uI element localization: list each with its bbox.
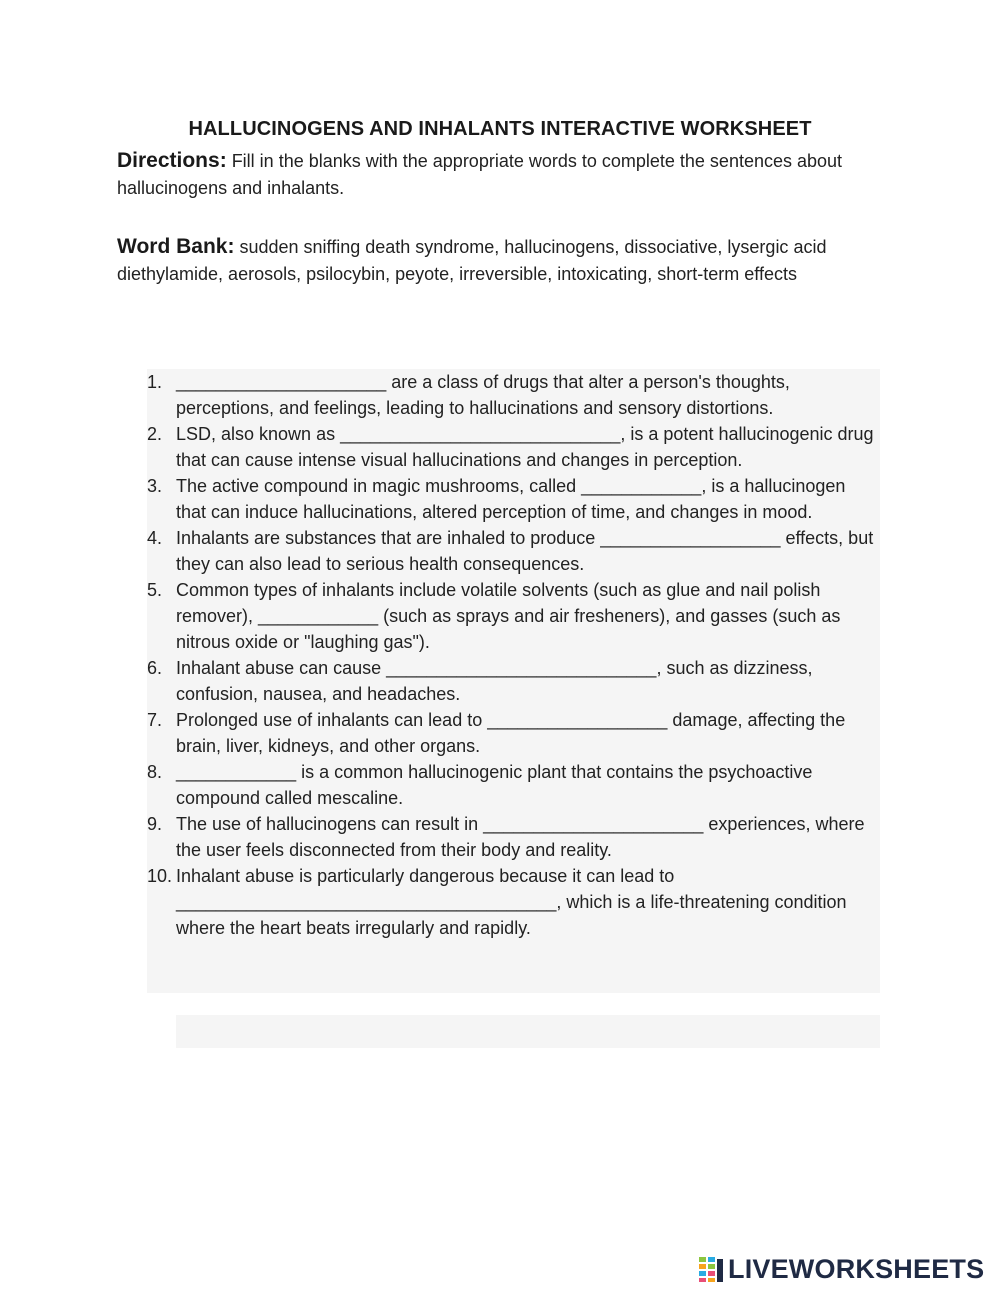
question-text: Inhalant abuse is particularly dangerous because it can lead to ______________________________________, which is a life-threatening condition where the heart beats irregularly and rapidly. xyxy=(176,866,847,938)
question-item-1[interactable] xyxy=(147,369,880,421)
question-item-8[interactable] xyxy=(147,759,880,811)
question-number: 5. xyxy=(147,580,163,600)
question-list xyxy=(147,369,880,941)
question-item-6[interactable] xyxy=(147,655,880,707)
question-text: LSD, also known as ____________________________, is a potent hallucinogenic drug that can cause intense visual hallucinations and changes in perception. xyxy=(176,424,874,470)
word-bank-paragraph xyxy=(117,233,877,288)
question-item-3[interactable] xyxy=(147,473,880,525)
liveworksheets-logo-icon xyxy=(698,1255,724,1283)
question-number: 7. xyxy=(147,710,163,730)
question-text: The use of hallucinogens can result in ______________________ experiences, where the user feels disconnected from their body and reality. xyxy=(176,814,865,860)
liveworksheets-logo xyxy=(698,1253,984,1285)
question-item-4[interactable] xyxy=(147,525,880,577)
word-bank-text: sudden sniffing death syndrome, hallucinogens, dissociative, lysergic acid diethylamide, aerosols, psilocybin, peyote, irreversible, intoxicating, short-term effects xyxy=(117,237,827,284)
directions-label: Directions: xyxy=(117,149,227,172)
question-number: 8. xyxy=(147,762,163,782)
question-text: Prolonged use of inhalants can lead to __________________ damage, affecting the brain, liver, kidneys, and other organs. xyxy=(176,710,846,756)
question-number: 3. xyxy=(147,476,163,496)
answer-input-box[interactable] xyxy=(176,1015,880,1048)
question-item-10[interactable] xyxy=(147,863,880,941)
question-text: ____________ is a common hallucinogenic plant that contains the psychoactive compound called mescaline. xyxy=(176,762,813,808)
question-number: 9. xyxy=(147,814,163,834)
logo-text: LIVEWORKSHEETS xyxy=(728,1253,985,1284)
question-item-9[interactable] xyxy=(147,811,880,863)
question-number: 1. xyxy=(147,372,163,392)
question-text: Inhalants are substances that are inhaled to produce __________________ effects, but they can also lead to serious health consequences. xyxy=(176,528,874,574)
question-text: _____________________ are a class of drugs that alter a person's thoughts, perceptions, and feelings, leading to hallucinations and sensory distortions. xyxy=(176,372,790,418)
question-block xyxy=(147,369,880,993)
question-text: Inhalant abuse can cause ___________________________, such as dizziness, confusion, nausea, and headaches. xyxy=(176,658,813,704)
question-number: 10. xyxy=(147,866,173,886)
question-item-7[interactable] xyxy=(147,707,880,759)
question-number: 6. xyxy=(147,658,163,678)
worksheet-title: HALLUCINOGENS AND INHALANTS INTERACTIVE WORKSHEET xyxy=(188,118,812,140)
question-number: 2. xyxy=(147,424,163,444)
word-bank-label: Word Bank: xyxy=(117,235,235,258)
question-number: 4. xyxy=(147,528,163,548)
question-item-2[interactable] xyxy=(147,421,880,473)
question-text: Common types of inhalants include volatile solvents (such as glue and nail polish remover), ____________ (such as sprays and air fresheners), and gasses (such as nitrous oxide or "laughing gas"). xyxy=(176,580,841,652)
directions-text: Fill in the blanks with the appropriate words to complete the sentences about hallucinogens and inhalants. xyxy=(117,151,843,198)
question-item-5[interactable] xyxy=(147,577,880,655)
directions-paragraph xyxy=(117,147,877,202)
question-text: The active compound in magic mushrooms, called ____________, is a hallucinogen that can induce hallucinations, altered perception of time, and changes in mood. xyxy=(176,476,846,522)
